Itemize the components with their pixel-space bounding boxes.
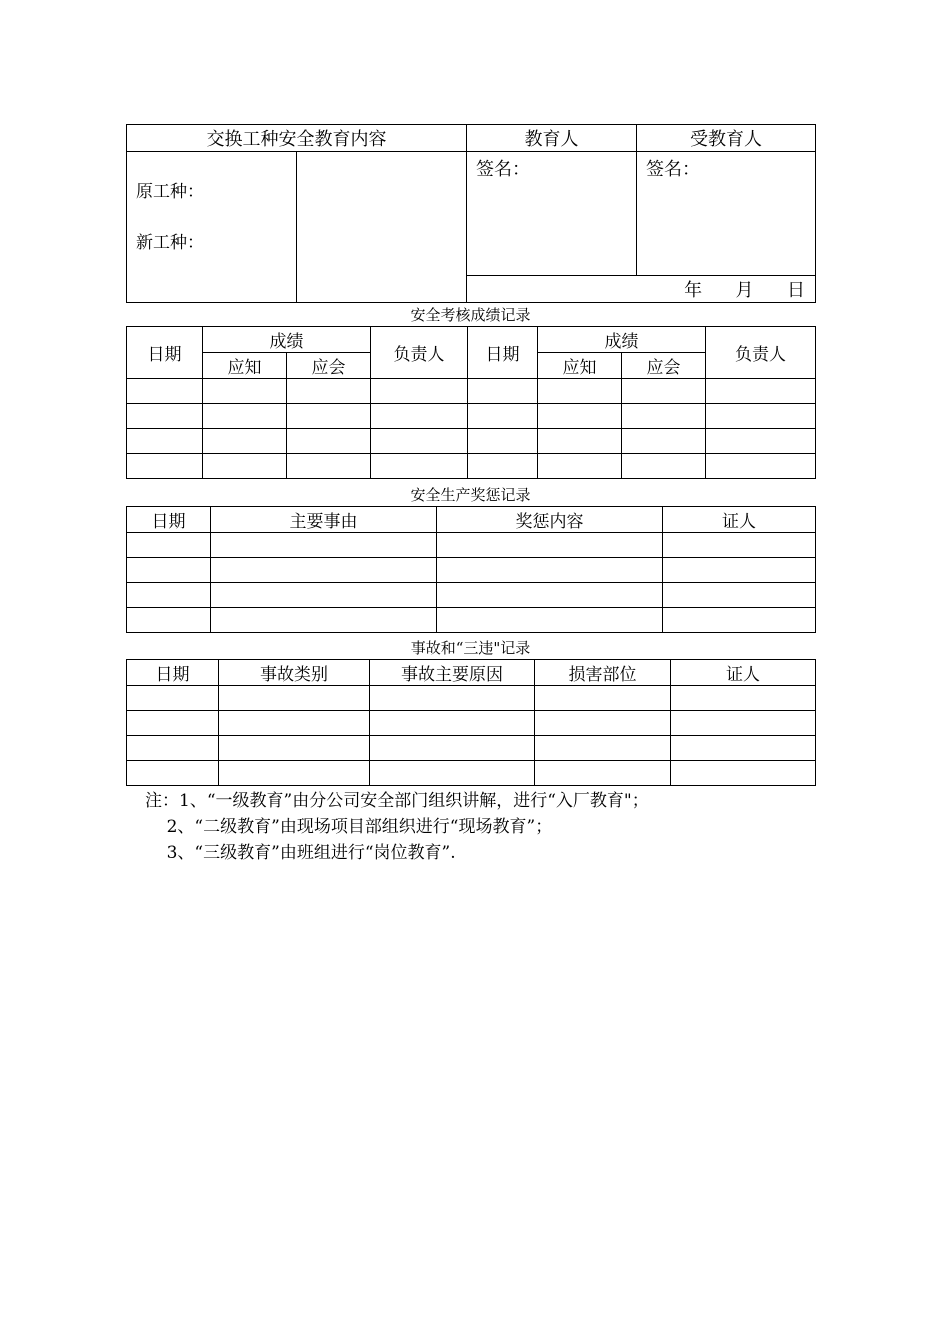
table-cell[interactable] bbox=[468, 379, 538, 404]
score-col-can-2: 应会 bbox=[622, 353, 706, 379]
table-cell[interactable] bbox=[370, 711, 535, 736]
score-col-date-2: 日期 bbox=[468, 327, 538, 379]
educatee-signature-cell[interactable] bbox=[637, 152, 816, 276]
table-cell[interactable] bbox=[287, 429, 371, 454]
notes-block bbox=[145, 788, 649, 866]
table-cell[interactable] bbox=[622, 379, 706, 404]
table-cell[interactable] bbox=[468, 454, 538, 479]
table-cell[interactable] bbox=[538, 379, 622, 404]
table-cell[interactable] bbox=[287, 379, 371, 404]
table-cell[interactable] bbox=[706, 454, 816, 479]
job-change-education-table bbox=[126, 124, 816, 303]
accident-col-type: 事故类别 bbox=[219, 660, 370, 686]
note-line-1: 注：1、“一级教育”由分公司安全部门组织讲解，进行“入厂教育"； bbox=[145, 791, 649, 811]
table-cell[interactable] bbox=[127, 379, 203, 404]
table-cell[interactable] bbox=[671, 736, 816, 761]
date-month-label: 月 bbox=[735, 280, 754, 301]
reward-col-reason: 主要事由 bbox=[211, 507, 437, 533]
table-row bbox=[127, 686, 816, 711]
educator-sign-label: 签名： bbox=[476, 159, 530, 180]
table-cell[interactable] bbox=[706, 429, 816, 454]
table-cell[interactable] bbox=[370, 736, 535, 761]
accident-record-caption: 事故和“三违"记录 bbox=[410, 639, 531, 657]
table-cell[interactable] bbox=[127, 429, 203, 454]
score-col-date-1: 日期 bbox=[127, 327, 203, 379]
table-cell[interactable] bbox=[203, 454, 287, 479]
table-cell[interactable] bbox=[437, 558, 663, 583]
header-educatee: 受教育人 bbox=[637, 125, 816, 152]
accident-record-table bbox=[126, 659, 816, 786]
table-cell[interactable] bbox=[127, 761, 219, 786]
table-cell[interactable] bbox=[468, 404, 538, 429]
table-cell[interactable] bbox=[127, 558, 211, 583]
score-col-can-1: 应会 bbox=[287, 353, 371, 379]
table-cell[interactable] bbox=[671, 686, 816, 711]
table-cell[interactable] bbox=[535, 686, 671, 711]
table-cell[interactable] bbox=[219, 736, 370, 761]
table-cell[interactable] bbox=[211, 533, 437, 558]
table-cell[interactable] bbox=[127, 583, 211, 608]
table-cell[interactable] bbox=[127, 608, 211, 633]
score-record-caption: 安全考核成绩记录 bbox=[410, 306, 531, 324]
table-cell[interactable] bbox=[371, 454, 468, 479]
table-cell[interactable] bbox=[203, 379, 287, 404]
table-cell[interactable] bbox=[671, 761, 816, 786]
table-cell[interactable] bbox=[211, 583, 437, 608]
table-cell[interactable] bbox=[535, 761, 671, 786]
accident-col-witness: 证人 bbox=[671, 660, 816, 686]
table-cell[interactable] bbox=[622, 454, 706, 479]
table-cell[interactable] bbox=[127, 711, 219, 736]
table-cell[interactable] bbox=[127, 736, 219, 761]
table-row bbox=[127, 583, 816, 608]
score-record-table bbox=[126, 326, 816, 479]
table-cell[interactable] bbox=[219, 711, 370, 736]
table-cell[interactable] bbox=[211, 608, 437, 633]
table-cell[interactable] bbox=[663, 558, 816, 583]
accident-col-cause: 事故主要原因 bbox=[370, 660, 535, 686]
accident-col-date: 日期 bbox=[127, 660, 219, 686]
table-cell[interactable] bbox=[663, 608, 816, 633]
table-cell[interactable] bbox=[671, 711, 816, 736]
table-cell[interactable] bbox=[370, 761, 535, 786]
educatee-sign-label: 签名： bbox=[646, 159, 700, 180]
score-col-score-1: 成绩 bbox=[203, 327, 371, 353]
reward-record-caption: 安全生产奖惩记录 bbox=[410, 486, 531, 504]
note-line-2: 2、“二级教育”由现场项目部组织进行“现场教育”； bbox=[145, 817, 553, 837]
table-row bbox=[127, 711, 816, 736]
date-year-label: 年 bbox=[684, 280, 703, 301]
job-labels-cell bbox=[127, 152, 297, 303]
table-cell[interactable] bbox=[127, 404, 203, 429]
table-cell[interactable] bbox=[371, 404, 468, 429]
table-cell[interactable] bbox=[127, 686, 219, 711]
accident-col-damage: 损害部位 bbox=[535, 660, 671, 686]
table-row bbox=[127, 558, 816, 583]
table-cell[interactable] bbox=[538, 454, 622, 479]
table-cell[interactable] bbox=[437, 533, 663, 558]
reward-col-witness: 证人 bbox=[663, 507, 816, 533]
table-cell[interactable] bbox=[535, 711, 671, 736]
table-cell[interactable] bbox=[371, 379, 468, 404]
new-job-label: 新工种： bbox=[136, 233, 204, 253]
table-cell[interactable] bbox=[203, 404, 287, 429]
table-cell[interactable] bbox=[370, 686, 535, 711]
table-cell[interactable] bbox=[706, 404, 816, 429]
table-row bbox=[127, 533, 816, 558]
educator-signature-cell[interactable] bbox=[467, 152, 637, 276]
reward-col-content: 奖惩内容 bbox=[437, 507, 663, 533]
table-row bbox=[127, 608, 816, 633]
original-job-label: 原工种： bbox=[136, 182, 204, 202]
table-row bbox=[127, 429, 816, 454]
table-cell[interactable] bbox=[371, 429, 468, 454]
table-cell[interactable] bbox=[706, 379, 816, 404]
table-cell[interactable] bbox=[538, 429, 622, 454]
education-content-cell[interactable] bbox=[297, 152, 467, 303]
reward-col-date: 日期 bbox=[127, 507, 211, 533]
score-col-owner-1: 负责人 bbox=[371, 327, 468, 379]
table-cell[interactable] bbox=[468, 429, 538, 454]
table-row bbox=[127, 454, 816, 479]
note-line-3: 3、“三级教育”由班组进行“岗位教育”. bbox=[145, 843, 456, 863]
table-cell[interactable] bbox=[287, 454, 371, 479]
score-col-know-1: 应知 bbox=[203, 353, 287, 379]
table-cell[interactable] bbox=[219, 761, 370, 786]
table-cell[interactable] bbox=[203, 429, 287, 454]
date-day-label: 日 bbox=[787, 280, 805, 301]
score-col-score-2: 成绩 bbox=[538, 327, 706, 353]
reward-record-table bbox=[126, 506, 816, 633]
table-cell[interactable] bbox=[535, 736, 671, 761]
table-cell[interactable] bbox=[127, 454, 203, 479]
header-education-content: 交换工种安全教育内容 bbox=[127, 125, 467, 152]
table-cell[interactable] bbox=[622, 404, 706, 429]
table-cell[interactable] bbox=[663, 533, 816, 558]
table-cell[interactable] bbox=[437, 608, 663, 633]
table-cell[interactable] bbox=[287, 404, 371, 429]
table-cell[interactable] bbox=[538, 404, 622, 429]
table-cell[interactable] bbox=[219, 686, 370, 711]
table-row bbox=[127, 404, 816, 429]
score-col-know-2: 应知 bbox=[538, 353, 622, 379]
header-educator: 教育人 bbox=[467, 125, 637, 152]
signature-date-cell[interactable] bbox=[467, 276, 816, 303]
table-cell[interactable] bbox=[437, 583, 663, 608]
table-cell[interactable] bbox=[211, 558, 437, 583]
table-cell[interactable] bbox=[127, 533, 211, 558]
table-row bbox=[127, 379, 816, 404]
table-row bbox=[127, 761, 816, 786]
table-cell[interactable] bbox=[663, 583, 816, 608]
table-row bbox=[127, 736, 816, 761]
score-col-owner-2: 负责人 bbox=[706, 327, 816, 379]
table-cell[interactable] bbox=[622, 429, 706, 454]
